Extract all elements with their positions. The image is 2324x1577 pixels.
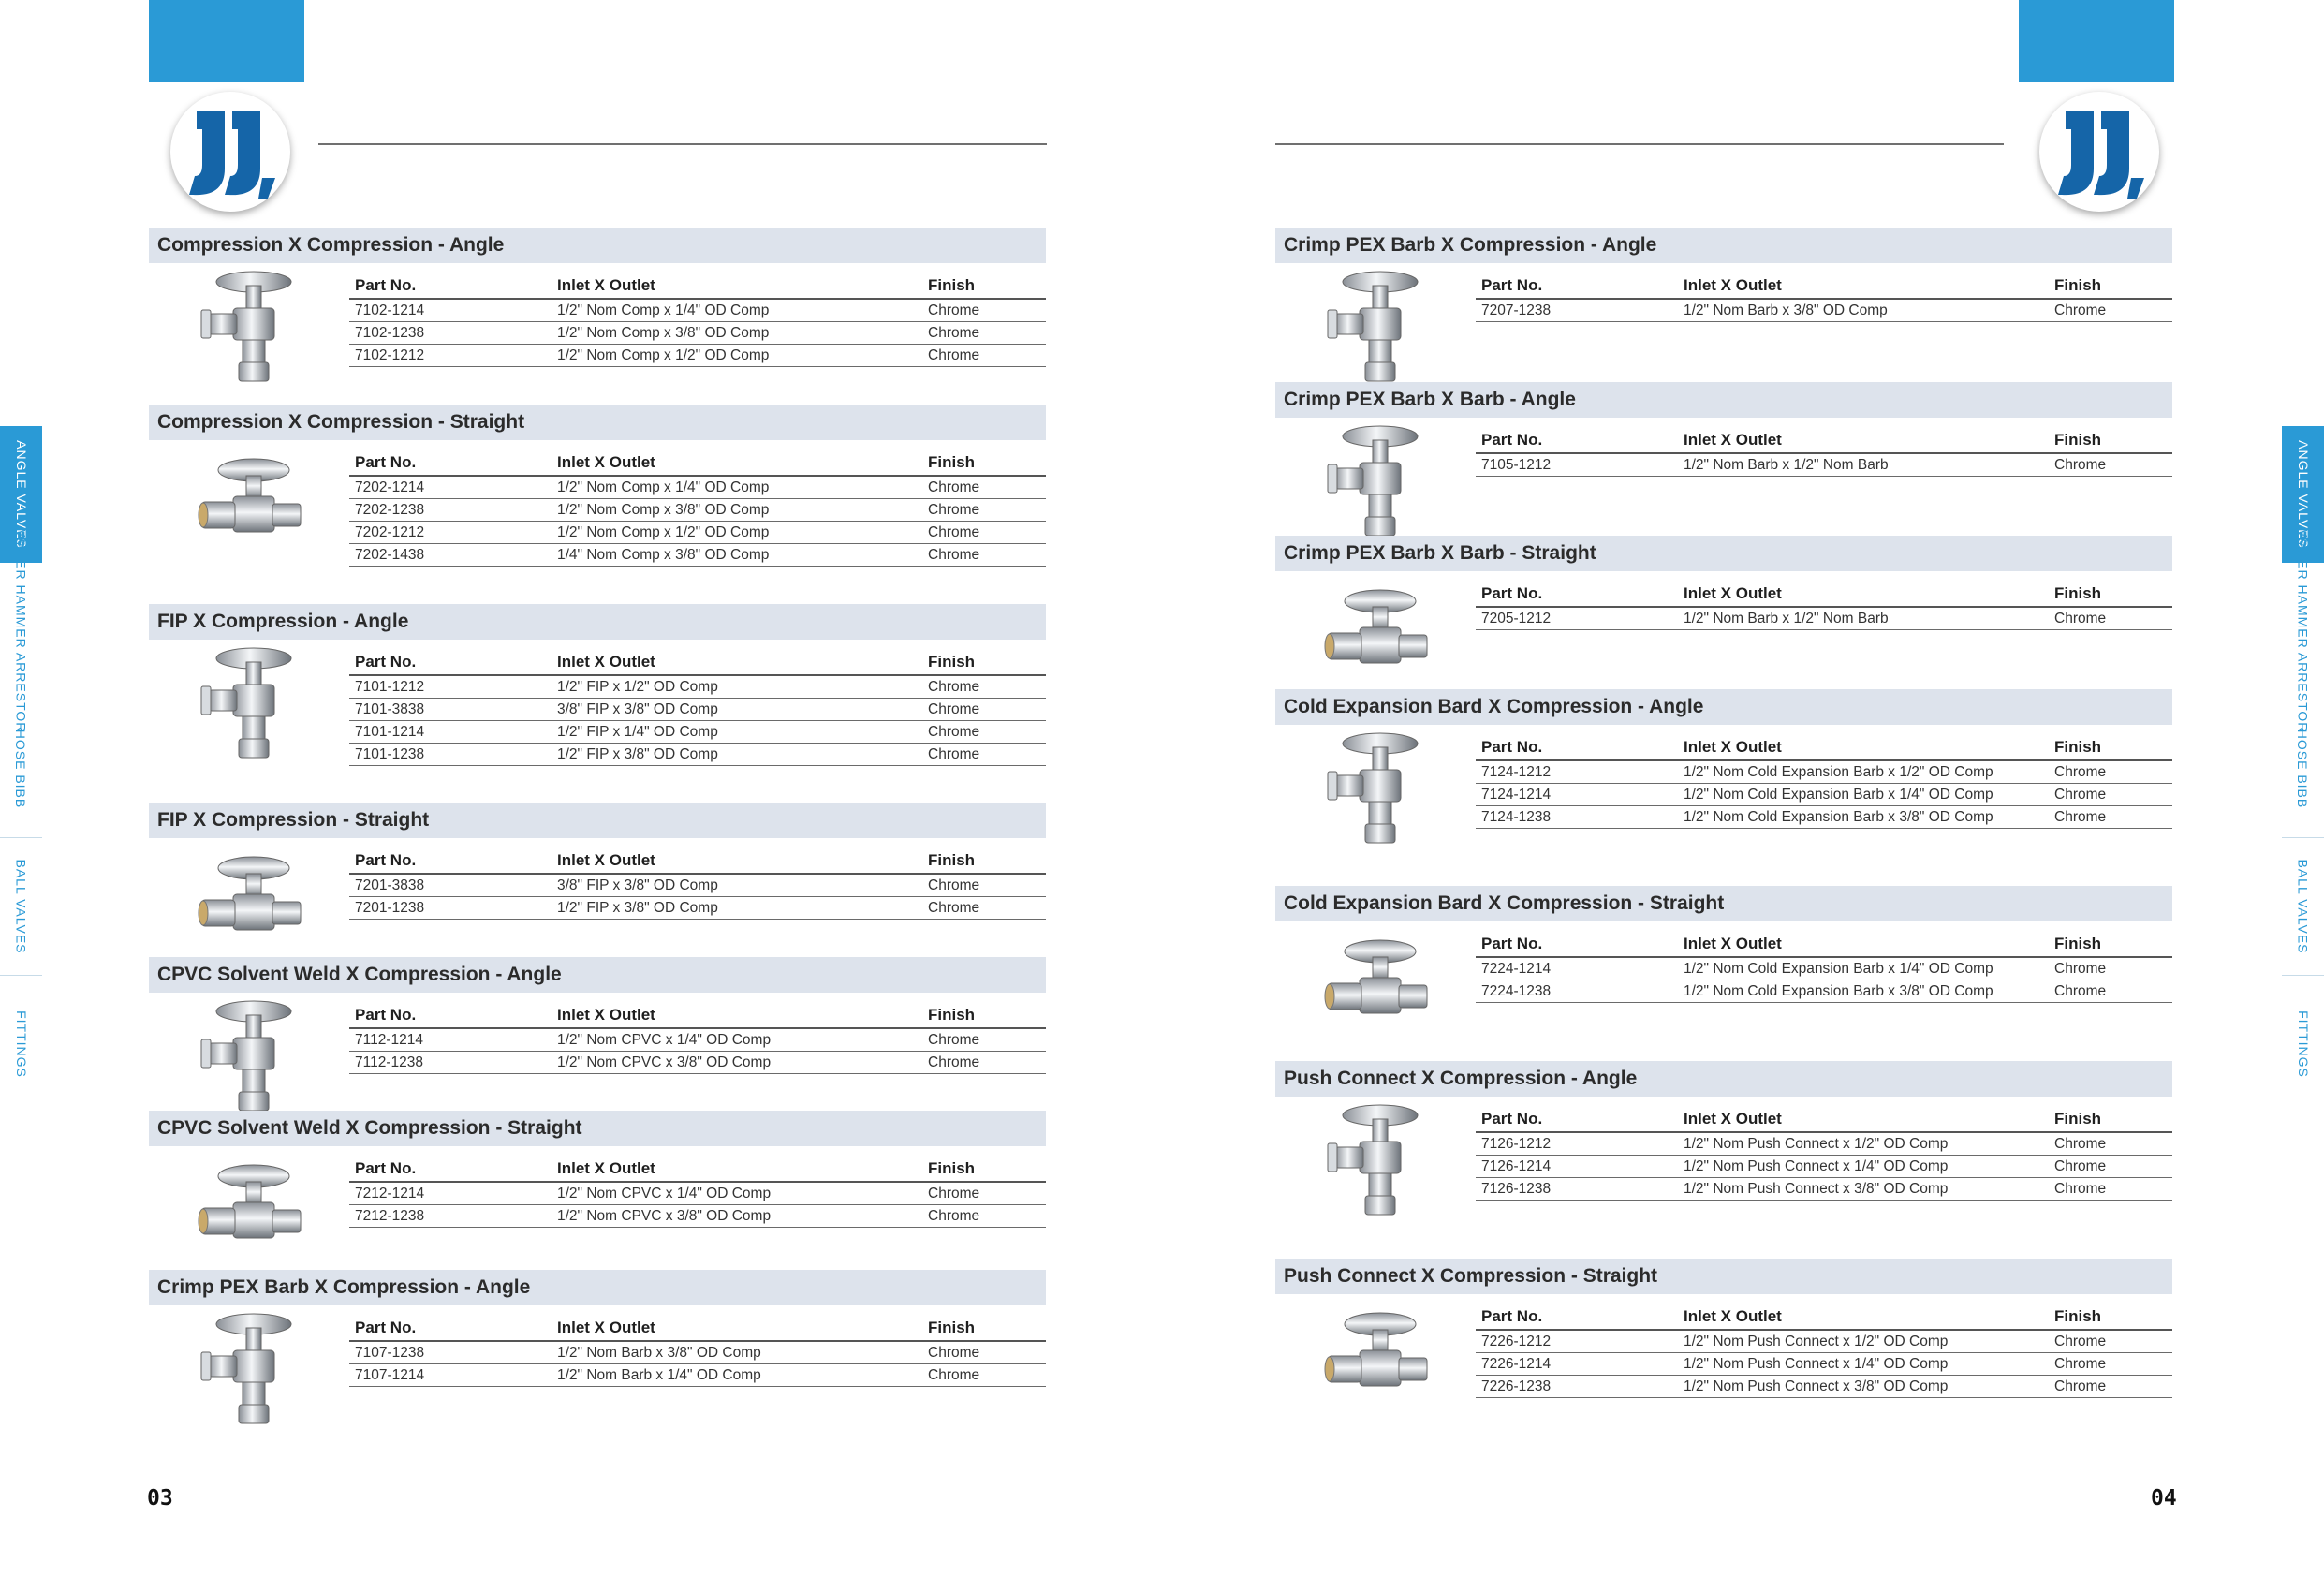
part-number-cell: 7102-1238 (349, 322, 552, 345)
part-number-cell: 7224-1238 (1476, 980, 1678, 1003)
inlet-outlet-cell: 1/2" FIP x 3/8" OD Comp (552, 744, 922, 766)
finish-cell: Chrome (2049, 784, 2172, 806)
product-image (1322, 267, 1434, 389)
section-title: FIP X Compression - Angle (149, 604, 1046, 640)
header-inlet-outlet: Inlet X Outlet (552, 1313, 922, 1341)
table-row (1476, 1376, 2172, 1398)
angle-valve-image (1322, 267, 1434, 389)
part-number-cell: 7126-1212 (1476, 1132, 1678, 1156)
product-image (196, 444, 308, 566)
part-number-cell: 7112-1214 (349, 1028, 552, 1052)
part-number-cell: 7207-1238 (1476, 299, 1678, 322)
side-tab-label: BALL VALVES (13, 859, 29, 954)
header-part-no: Part No. (1476, 929, 1678, 957)
angle-valve-image (196, 996, 308, 1118)
header-part-no: Part No. (349, 271, 552, 299)
inlet-outlet-cell: 1/2" Nom Comp x 1/4" OD Comp (552, 476, 922, 499)
section-title: Crimp PEX Barb X Compression - Angle (1275, 228, 2172, 263)
part-number-cell: 7124-1212 (1476, 760, 1678, 784)
product-section (1275, 689, 2172, 825)
table-row (349, 897, 1046, 920)
section-title: Compression X Compression - Angle (149, 228, 1046, 263)
product-image (196, 1309, 308, 1431)
header-part-no: Part No. (349, 846, 552, 874)
table-row (1476, 1353, 2172, 1376)
header-accent-block-left (149, 0, 304, 82)
angle-valve-image (196, 643, 308, 765)
part-number-cell: 7101-3838 (349, 699, 552, 721)
finish-cell: Chrome (922, 1182, 1046, 1205)
table-row (349, 499, 1046, 522)
product-section (149, 1111, 1046, 1224)
inlet-outlet-cell: 1/2" Nom Barb x 3/8" OD Comp (1678, 299, 2049, 322)
table-row (349, 322, 1046, 345)
section-title: Push Connect X Compression - Angle (1275, 1061, 2172, 1097)
header-inlet-outlet: Inlet X Outlet (1678, 732, 2049, 760)
side-tab[interactable] (2282, 700, 2324, 838)
section-title: Push Connect X Compression - Straight (1275, 1259, 2172, 1294)
table-row (349, 1364, 1046, 1387)
spec-table (1476, 579, 2172, 630)
spec-table (349, 1313, 1046, 1387)
header-finish: Finish (2049, 929, 2172, 957)
product-section (1275, 886, 2172, 999)
angle-valve-image (1322, 729, 1434, 850)
table-row (1476, 957, 2172, 980)
header-part-no: Part No. (1476, 425, 1678, 453)
finish-cell: Chrome (922, 1028, 1046, 1052)
finish-cell: Chrome (2049, 1330, 2172, 1353)
finish-cell: Chrome (2049, 1178, 2172, 1201)
section-title: Crimp PEX Barb X Compression - Angle (149, 1270, 1046, 1305)
product-image (1322, 1298, 1434, 1420)
inlet-outlet-cell: 1/2" Nom Cold Expansion Barb x 3/8" OD Comp (1678, 980, 2049, 1003)
table-row (349, 345, 1046, 367)
header-finish: Finish (2049, 1302, 2172, 1330)
part-number-cell: 7226-1214 (1476, 1353, 1678, 1376)
finish-cell: Chrome (2049, 453, 2172, 477)
table-row (1476, 1156, 2172, 1178)
header-rule-left (318, 143, 1047, 145)
inlet-outlet-cell: 1/2" Nom Cold Expansion Barb x 1/2" OD Comp (1678, 760, 2049, 784)
inlet-outlet-cell: 3/8" FIP x 3/8" OD Comp (552, 874, 922, 897)
part-number-cell: 7205-1212 (1476, 607, 1678, 630)
header-inlet-outlet: Inlet X Outlet (552, 448, 922, 476)
inlet-outlet-cell: 1/2" Nom CPVC x 1/4" OD Comp (552, 1182, 922, 1205)
inlet-outlet-cell: 1/2" Nom Push Connect x 1/2" OD Comp (1678, 1132, 2049, 1156)
inlet-outlet-cell: 1/2" Nom Cold Expansion Barb x 1/4" OD Comp (1678, 784, 2049, 806)
inlet-outlet-cell: 1/2" Nom CPVC x 3/8" OD Comp (552, 1205, 922, 1228)
section-title: FIP X Compression - Straight (149, 803, 1046, 838)
spec-table (349, 1000, 1046, 1074)
finish-cell: Chrome (2049, 1132, 2172, 1156)
side-tabs-left (0, 426, 42, 1113)
finish-cell: Chrome (2049, 299, 2172, 322)
product-image (196, 1150, 308, 1272)
inlet-outlet-cell: 1/2" Nom Comp x 1/2" OD Comp (552, 522, 922, 544)
product-section (1275, 228, 2172, 318)
straight-valve-image (1322, 925, 1434, 1047)
part-number-cell: 7101-1214 (349, 721, 552, 744)
side-tab-label: WATER HAMMER ARRESTOR (13, 529, 29, 733)
finish-cell: Chrome (2049, 607, 2172, 630)
side-tabs-right (2282, 426, 2324, 1113)
header-inlet-outlet: Inlet X Outlet (1678, 929, 2049, 957)
finish-cell: Chrome (922, 1364, 1046, 1387)
part-number-cell: 7101-1212 (349, 675, 552, 699)
product-image (1322, 421, 1434, 543)
side-tab-label: FITTINGS (13, 1010, 29, 1078)
inlet-outlet-cell: 1/2" Nom Push Connect x 1/2" OD Comp (1678, 1330, 2049, 1353)
product-image (196, 842, 308, 964)
section-title: Cold Expansion Bard X Compression - Straight (1275, 886, 2172, 921)
part-number-cell: 7126-1238 (1476, 1178, 1678, 1201)
inlet-outlet-cell: 1/2" Nom Push Connect x 3/8" OD Comp (1678, 1376, 2049, 1398)
header-finish: Finish (922, 1313, 1046, 1341)
part-number-cell: 7226-1212 (1476, 1330, 1678, 1353)
header-finish: Finish (2049, 579, 2172, 607)
finish-cell: Chrome (922, 522, 1046, 544)
table-row (349, 299, 1046, 322)
part-number-cell: 7101-1238 (349, 744, 552, 766)
finish-cell: Chrome (922, 322, 1046, 345)
side-tab[interactable] (2282, 838, 2324, 976)
header-part-no: Part No. (1476, 1104, 1678, 1132)
inlet-outlet-cell: 1/2" Nom Push Connect x 1/4" OD Comp (1678, 1353, 2049, 1376)
finish-cell: Chrome (922, 699, 1046, 721)
part-number-cell: 7224-1214 (1476, 957, 1678, 980)
header-part-no: Part No. (1476, 1302, 1678, 1330)
side-tab[interactable] (2282, 529, 2324, 733)
table-row (349, 522, 1046, 544)
table-row (1476, 299, 2172, 322)
header-inlet-outlet: Inlet X Outlet (552, 1154, 922, 1182)
inlet-outlet-cell: 1/2" Nom Barb x 1/2" Nom Barb (1678, 607, 2049, 630)
product-section (149, 405, 1046, 563)
spec-table (349, 647, 1046, 766)
part-number-cell: 7112-1238 (349, 1052, 552, 1074)
spec-table (1476, 1104, 2172, 1201)
header-finish: Finish (2049, 271, 2172, 299)
finish-cell: Chrome (922, 897, 1046, 920)
section-title: Crimp PEX Barb X Barb - Straight (1275, 536, 2172, 571)
product-section (149, 228, 1046, 363)
straight-valve-image (196, 1150, 308, 1272)
finish-cell: Chrome (2049, 760, 2172, 784)
product-image (1322, 925, 1434, 1047)
part-number-cell: 7102-1214 (349, 299, 552, 322)
inlet-outlet-cell: 1/2" Nom Cold Expansion Barb x 3/8" OD Comp (1678, 806, 2049, 829)
part-number-cell: 7202-1438 (349, 544, 552, 567)
table-row (1476, 1132, 2172, 1156)
header-finish: Finish (922, 1154, 1046, 1182)
brand-logo-left (170, 92, 290, 212)
finish-cell: Chrome (922, 1341, 1046, 1364)
product-section (149, 803, 1046, 916)
spec-table (1476, 732, 2172, 829)
straight-valve-image (1322, 1298, 1434, 1420)
product-section (1275, 382, 2172, 473)
product-image (1322, 575, 1434, 697)
section-title: Compression X Compression - Straight (149, 405, 1046, 440)
page-number-left: 03 (147, 1486, 173, 1511)
part-number-cell: 7126-1214 (1476, 1156, 1678, 1178)
inlet-outlet-cell: 1/2" Nom CPVC x 1/4" OD Comp (552, 1028, 922, 1052)
table-row (1476, 1330, 2172, 1353)
table-row (1476, 607, 2172, 630)
product-image (1322, 1100, 1434, 1222)
header-finish: Finish (922, 271, 1046, 299)
part-number-cell: 7226-1238 (1476, 1376, 1678, 1398)
side-tab[interactable] (0, 700, 42, 838)
inlet-outlet-cell: 1/2" Nom Cold Expansion Barb x 1/4" OD Comp (1678, 957, 2049, 980)
header-inlet-outlet: Inlet X Outlet (552, 271, 922, 299)
spec-table (349, 1154, 1046, 1228)
finish-cell: Chrome (922, 476, 1046, 499)
header-inlet-outlet: Inlet X Outlet (1678, 271, 2049, 299)
header-part-no: Part No. (349, 1313, 552, 1341)
product-section (149, 604, 1046, 762)
table-row (1476, 760, 2172, 784)
part-number-cell: 7202-1214 (349, 476, 552, 499)
header-part-no: Part No. (349, 448, 552, 476)
finish-cell: Chrome (2049, 1156, 2172, 1178)
finish-cell: Chrome (922, 345, 1046, 367)
finish-cell: Chrome (2049, 1353, 2172, 1376)
product-image (1322, 729, 1434, 850)
header-accent-block-right (2019, 0, 2174, 82)
part-number-cell: 7107-1238 (349, 1341, 552, 1364)
header-finish: Finish (2049, 1104, 2172, 1132)
straight-valve-image (196, 444, 308, 566)
angle-valve-image (196, 1309, 308, 1431)
side-tab[interactable] (0, 838, 42, 976)
side-tab-label: HOSE BIBB (13, 729, 29, 809)
header-inlet-outlet: Inlet X Outlet (1678, 579, 2049, 607)
header-part-no: Part No. (1476, 732, 1678, 760)
product-section (1275, 1061, 2172, 1197)
inlet-outlet-cell: 1/2" FIP x 1/2" OD Comp (552, 675, 922, 699)
finish-cell: Chrome (922, 675, 1046, 699)
table-row (349, 675, 1046, 699)
header-finish: Finish (922, 647, 1046, 675)
inlet-outlet-cell: 1/2" Nom Comp x 1/4" OD Comp (552, 299, 922, 322)
table-row (349, 1182, 1046, 1205)
spec-table (1476, 929, 2172, 1003)
inlet-outlet-cell: 3/8" FIP x 3/8" OD Comp (552, 699, 922, 721)
finish-cell: Chrome (922, 544, 1046, 567)
part-number-cell: 7201-1238 (349, 897, 552, 920)
side-tab-label: ANGLE VALVES (2295, 440, 2311, 549)
table-row (349, 699, 1046, 721)
spec-table (1476, 271, 2172, 322)
product-image (196, 267, 308, 389)
section-title: Crimp PEX Barb X Barb - Angle (1275, 382, 2172, 418)
inlet-outlet-cell: 1/4" Nom Comp x 3/8" OD Comp (552, 544, 922, 567)
table-row (1476, 784, 2172, 806)
part-number-cell: 7105-1212 (1476, 453, 1678, 477)
finish-cell: Chrome (922, 874, 1046, 897)
brand-logo-right (2039, 92, 2159, 212)
spec-table (349, 846, 1046, 920)
header-finish: Finish (922, 1000, 1046, 1028)
side-tab[interactable] (0, 529, 42, 733)
header-inlet-outlet: Inlet X Outlet (1678, 1302, 2049, 1330)
finish-cell: Chrome (922, 744, 1046, 766)
product-section (149, 957, 1046, 1070)
straight-valve-image (196, 842, 308, 964)
side-tab-label: HOSE BIBB (2295, 729, 2311, 809)
part-number-cell: 7202-1238 (349, 499, 552, 522)
part-number-cell: 7102-1212 (349, 345, 552, 367)
side-tab-label: FITTINGS (2295, 1010, 2311, 1078)
product-image (196, 643, 308, 765)
part-number-cell: 7124-1214 (1476, 784, 1678, 806)
angle-valve-image (1322, 421, 1434, 543)
inlet-outlet-cell: 1/2" FIP x 3/8" OD Comp (552, 897, 922, 920)
inlet-outlet-cell: 1/2" Nom Barb x 1/4" OD Comp (552, 1364, 922, 1387)
inlet-outlet-cell: 1/2" Nom Barb x 1/2" Nom Barb (1678, 453, 2049, 477)
table-row (349, 544, 1046, 567)
finish-cell: Chrome (922, 1205, 1046, 1228)
product-section (1275, 1259, 2172, 1394)
header-inlet-outlet: Inlet X Outlet (1678, 1104, 2049, 1132)
inlet-outlet-cell: 1/2" Nom Comp x 3/8" OD Comp (552, 322, 922, 345)
header-part-no: Part No. (1476, 579, 1678, 607)
finish-cell: Chrome (2049, 957, 2172, 980)
table-row (349, 1052, 1046, 1074)
table-row (349, 744, 1046, 766)
header-inlet-outlet: Inlet X Outlet (552, 1000, 922, 1028)
header-rule-right (1275, 143, 2004, 145)
side-tab-label: BALL VALVES (2295, 859, 2311, 954)
table-row (1476, 806, 2172, 829)
finish-cell: Chrome (922, 499, 1046, 522)
table-row (1476, 1178, 2172, 1201)
table-row (349, 1341, 1046, 1364)
section-title: CPVC Solvent Weld X Compression - Straight (149, 1111, 1046, 1146)
part-number-cell: 7124-1238 (1476, 806, 1678, 829)
part-number-cell: 7202-1212 (349, 522, 552, 544)
part-number-cell: 7107-1214 (349, 1364, 552, 1387)
table-row (349, 874, 1046, 897)
product-section (149, 1270, 1046, 1383)
part-number-cell: 7212-1214 (349, 1182, 552, 1205)
header-inlet-outlet: Inlet X Outlet (552, 647, 922, 675)
section-title: CPVC Solvent Weld X Compression - Angle (149, 957, 1046, 993)
table-row (1476, 453, 2172, 477)
inlet-outlet-cell: 1/2" Nom CPVC x 3/8" OD Comp (552, 1052, 922, 1074)
header-finish: Finish (2049, 425, 2172, 453)
header-finish: Finish (922, 846, 1046, 874)
inlet-outlet-cell: 1/2" Nom Comp x 3/8" OD Comp (552, 499, 922, 522)
header-part-no: Part No. (349, 1000, 552, 1028)
table-row (349, 721, 1046, 744)
header-part-no: Part No. (349, 647, 552, 675)
finish-cell: Chrome (922, 721, 1046, 744)
spec-table (1476, 1302, 2172, 1398)
straight-valve-image (1322, 575, 1434, 697)
finish-cell: Chrome (2049, 806, 2172, 829)
table-row (349, 476, 1046, 499)
side-tab-label: WATER HAMMER ARRESTOR (2295, 529, 2311, 733)
part-number-cell: 7212-1238 (349, 1205, 552, 1228)
table-row (1476, 980, 2172, 1003)
inlet-outlet-cell: 1/2" Nom Comp x 1/2" OD Comp (552, 345, 922, 367)
product-section (1275, 536, 2172, 626)
finish-cell: Chrome (922, 299, 1046, 322)
header-inlet-outlet: Inlet X Outlet (1678, 425, 2049, 453)
table-row (349, 1028, 1046, 1052)
side-tab[interactable] (0, 976, 42, 1113)
angle-valve-image (1322, 1100, 1434, 1222)
header-finish: Finish (922, 448, 1046, 476)
header-part-no: Part No. (1476, 271, 1678, 299)
spec-table (1476, 425, 2172, 477)
header-inlet-outlet: Inlet X Outlet (552, 846, 922, 874)
part-number-cell: 7201-3838 (349, 874, 552, 897)
header-part-no: Part No. (349, 1154, 552, 1182)
side-tab[interactable] (2282, 976, 2324, 1113)
side-tab-label: ANGLE VALVES (13, 440, 29, 549)
page-number-right: 04 (2151, 1486, 2177, 1511)
angle-valve-image (196, 267, 308, 389)
inlet-outlet-cell: 1/2" Nom Push Connect x 3/8" OD Comp (1678, 1178, 2049, 1201)
finish-cell: Chrome (2049, 1376, 2172, 1398)
table-row (349, 1205, 1046, 1228)
inlet-outlet-cell: 1/2" Nom Barb x 3/8" OD Comp (552, 1341, 922, 1364)
spec-table (349, 448, 1046, 567)
spec-table (349, 271, 1046, 367)
section-title: Cold Expansion Bard X Compression - Angle (1275, 689, 2172, 725)
inlet-outlet-cell: 1/2" Nom Push Connect x 1/4" OD Comp (1678, 1156, 2049, 1178)
product-image (196, 996, 308, 1118)
header-finish: Finish (2049, 732, 2172, 760)
inlet-outlet-cell: 1/2" FIP x 1/4" OD Comp (552, 721, 922, 744)
finish-cell: Chrome (922, 1052, 1046, 1074)
finish-cell: Chrome (2049, 980, 2172, 1003)
